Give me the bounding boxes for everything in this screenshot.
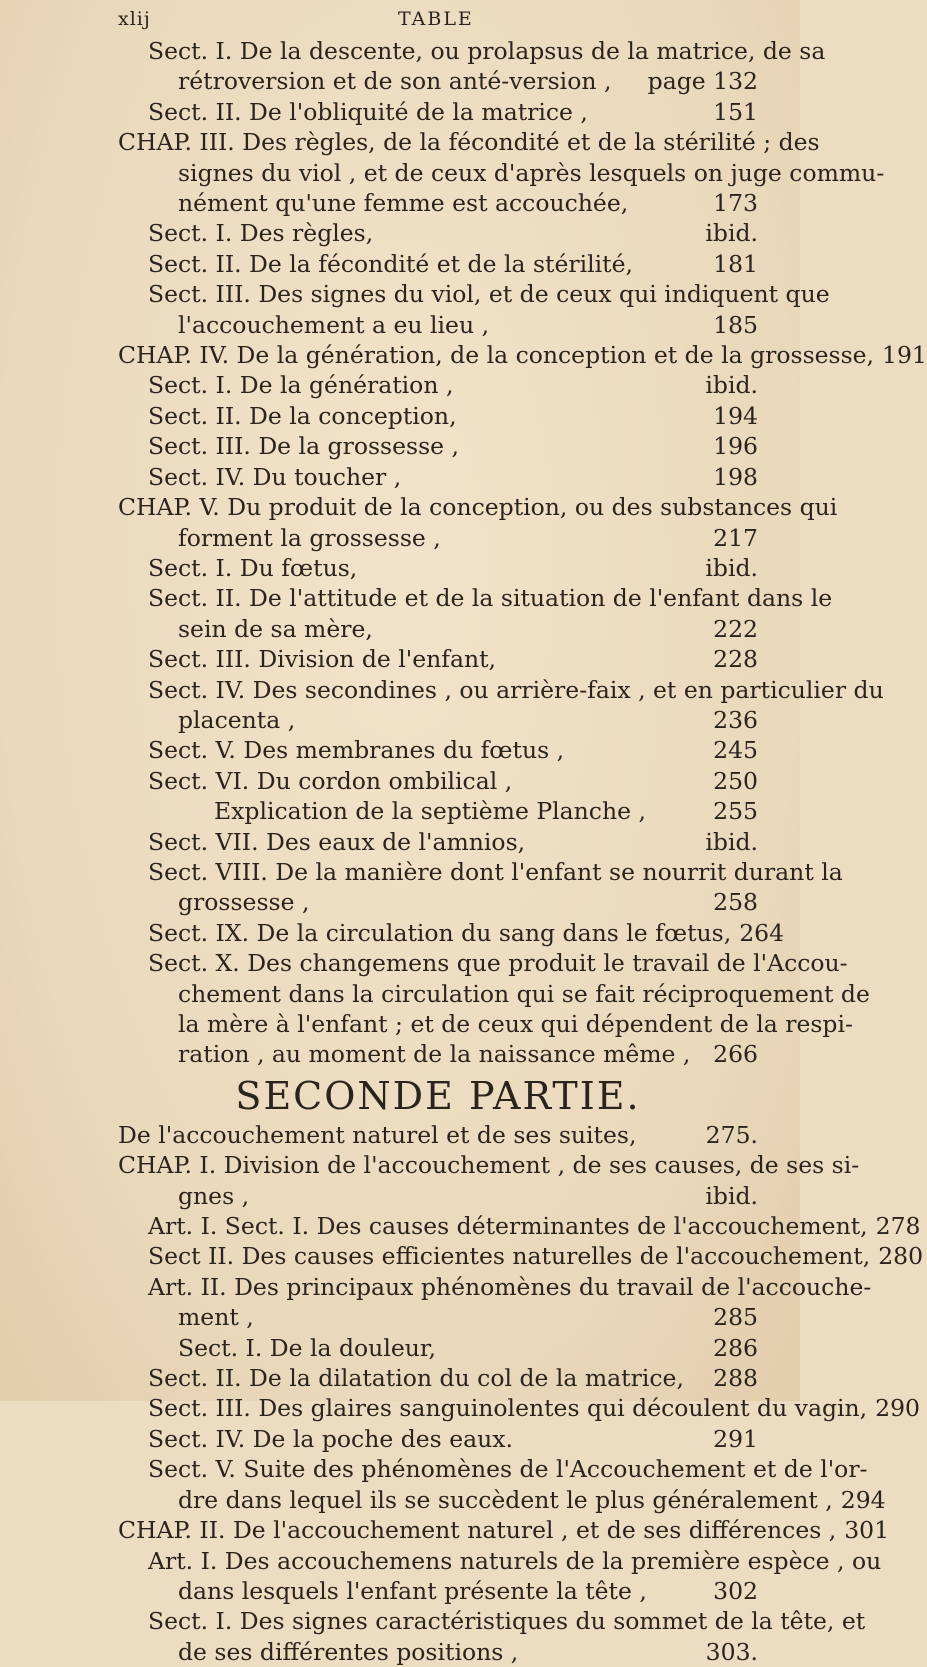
toc-entry-text: CHAP. II. De l'accouchement naturel , et de ses différences , [118,1516,837,1545]
toc-entry-page: ibid. [705,827,758,856]
toc-entry-page: ibid. [705,1181,758,1210]
toc-entry [118,796,758,826]
toc-entry-page: 194 [713,401,758,430]
toc-entry-page: 250 [713,766,758,795]
toc-entry-text: Sect. V. Des membranes du fœtus , [148,736,565,765]
toc-entry [118,1302,758,1332]
toc-entry-text: CHAP. IV. De la génération, de la conception et de la grossesse, [118,341,875,370]
toc-entry [118,979,870,1009]
toc-entry [118,644,758,674]
toc-entry [118,127,820,157]
toc-entry [118,310,758,340]
toc-entry-page: 228 [713,645,758,674]
toc-entry-text: Explication de la septième Planche , [214,797,646,826]
toc-entry-page: 288 [713,1364,758,1393]
toc-entry-text: Sect. III. Division de l'enfant, [148,645,497,674]
toc-entry-text: Art. II. Des principaux phénomènes du travail de l'accouche- [148,1272,872,1301]
toc-entry-text: CHAP. V. Du produit de la conception, ou des substances qui [118,493,838,522]
toc-entry-text: la mère à l'enfant ; et de ceux qui dépendent de la respi- [178,1010,853,1038]
toc-entry [118,370,758,400]
toc-entry [118,1424,758,1454]
toc-entry-text: grossesse , [178,888,310,917]
toc-entry [118,462,758,492]
toc-entry-text: Sect. I. De la douleur, [178,1333,436,1362]
toc-entry-text: Sect. III. Des glaires sanguinolentes qui découlent du vagin, [148,1394,868,1423]
toc-entry-page: 245 [713,736,758,765]
toc-entry-page: 275. [705,1120,758,1149]
toc-second-part [118,1120,924,1667]
toc-entry [118,431,758,461]
toc-entry [118,1393,920,1423]
toc-entry [118,1039,758,1069]
toc-entry-page: 191 [882,341,927,370]
toc-entry-page: page 132 [647,67,758,96]
toc-entry-page: ibid. [705,553,758,582]
toc-entry-text: Sect. I. Du fœtus, [148,553,358,582]
toc-entry [118,918,785,948]
toc-entry-text: De l'accouchement naturel et de ses suites, [118,1120,637,1149]
part-heading: SECONDE PARTIE. [235,1073,641,1118]
toc-entry-page: 302 [713,1576,758,1605]
toc-entry [118,705,758,735]
toc-entry-text: Sect. VI. Du cordon ombilical , [148,766,513,795]
toc-entry [118,735,758,765]
toc-entry-text: Sect. IV. De la poche des eaux. [148,1424,513,1453]
toc-entry-text: Art. I. Des accouchemens naturels de la première espèce , ou [148,1546,882,1575]
toc-entry-page: 264 [739,918,785,947]
toc-entry [118,857,843,887]
toc-entry-text: l'accouchement a eu lieu , [178,310,490,339]
toc-entry-text: Sect. VII. Des eaux de l'amnios, [148,827,526,856]
toc-entry-text: Sect. IV. Du toucher , [148,462,402,491]
toc-entry-page: 291 [713,1424,758,1453]
toc-entry [118,1272,872,1302]
toc-entry-text: de ses différentes positions , [178,1637,519,1666]
toc-entry-page: 198 [713,462,758,491]
toc-entry-page: 222 [713,614,758,643]
toc-entry-text: Art. I. Sect. I. Des causes déterminantes de l'accouchement, [148,1212,868,1241]
toc-entry-text: ration , au moment de la naissance même , [178,1040,691,1069]
toc-entry-page: 278 [875,1212,921,1241]
toc-entry [118,492,838,522]
toc-entry-page: ibid. [705,219,758,248]
toc-entry-page: 294 [840,1485,886,1514]
toc-entry [118,218,758,248]
toc-entry-text: Sect. II. De l'attitude et de la situation de l'enfant dans le [148,584,833,613]
toc-entry-text: Sect. V. Suite des phénomènes de l'Accouchement et de l'or- [148,1455,868,1484]
toc-entry-text: Sect. I. Des règles, [148,219,374,248]
toc-entry [118,583,833,613]
toc-entry-text: gnes , [178,1181,250,1210]
toc-first-part [118,36,927,1070]
toc-entry-text: Sect II. Des causes efficientes naturelles de l'accouchement, [148,1242,871,1271]
toc-entry [118,1211,921,1241]
toc-entry-page: 196 [713,432,758,461]
toc-entry [118,1637,758,1667]
toc-entry [118,158,885,188]
toc-entry-page: 236 [713,705,758,734]
toc-entry [118,1606,866,1636]
toc-entry-text: Sect. IX. De la circulation du sang dans le fœtus, [148,918,732,947]
page-header [118,8,740,34]
toc-entry-page: 181 [713,249,758,278]
toc-entry-text: nément qu'une femme est accouchée, [178,189,629,218]
toc-entry [118,36,826,66]
toc-entry [118,1333,758,1363]
toc-entry-text: placenta , [178,705,296,734]
toc-entry-text: Sect. II. De la conception, [148,401,457,430]
toc-entry-text: Sect. II. De la fécondité et de la stérilité, [148,249,633,278]
toc-entry-page: 217 [713,523,758,552]
toc-entry [118,97,758,127]
toc-entry-text: dre dans lequel ils se succèdent le plus généralement , [178,1485,833,1514]
running-title: TABLE [398,8,474,30]
toc-entry [118,1150,860,1180]
toc-entry [118,1009,853,1039]
toc-entry-text: CHAP. I. Division de l'accouchement , de ses causes, de ses si- [118,1151,860,1180]
toc-entry-text: Sect. II. De la dilatation du col de la matrice, [148,1364,684,1393]
toc-entry [118,1485,886,1515]
toc-entry-text: Sect. III. Des signes du viol, et de ceux qui indiquent que [148,280,830,309]
toc-entry-text: CHAP. III. Des règles, de la fécondité et de la stérilité ; des [118,128,820,157]
toc-entry [118,675,884,705]
toc-entry-page: ibid. [705,371,758,400]
toc-entry [118,279,830,309]
toc-entry [118,1546,882,1576]
toc-entry-text: Sect. I. Des signes caractéristiques du sommet de la tête, et [148,1607,866,1636]
toc-entry-page: 285 [713,1303,758,1332]
toc-entry-page: 255 [713,797,758,826]
toc-entry [118,887,758,917]
toc-entry-text: ment , [178,1303,254,1332]
toc-entry [118,66,758,96]
toc-entry [118,1454,868,1484]
toc-entry [118,614,758,644]
toc-entry [118,948,848,978]
toc-entry [118,1181,758,1211]
toc-entry-text: chement dans la circulation qui se fait réciproquement de [178,979,870,1008]
toc-entry-text: Sect. III. De la grossesse , [148,432,459,461]
folio-number: xlij [118,8,151,30]
toc-entry-page: 258 [713,888,758,917]
toc-entry [118,188,758,218]
toc-entry [118,1363,758,1393]
toc-entry-page: 301 [844,1516,890,1545]
toc-entry [118,340,927,370]
toc-entry [118,766,758,796]
toc-entry [118,1241,924,1271]
table-of-contents [118,36,927,1667]
toc-entry [118,1120,758,1150]
toc-entry [118,827,758,857]
toc-entry-text: dans lesquels l'enfant présente la tête , [178,1576,647,1605]
toc-entry-text: Sect. II. De l'obliquité de la matrice , [148,97,588,126]
toc-entry-page: 303. [705,1637,758,1666]
toc-entry [118,249,758,279]
toc-entry-text: rétroversion et de son anté-version , [178,67,612,96]
toc-entry-page: 151 [713,97,758,126]
toc-entry-page: 266 [713,1040,758,1069]
toc-entry [118,401,758,431]
toc-entry [118,523,758,553]
toc-entry-text: Sect. IV. Des secondines , ou arrière-faix , et en particulier du [148,675,884,704]
toc-entry [118,553,758,583]
toc-entry-text: forment la grossesse , [178,523,441,552]
toc-entry [118,1515,890,1545]
toc-entry-text: Sect. I. De la descente, ou prolapsus de la matrice, de sa [148,37,826,65]
toc-entry-text: signes du viol , et de ceux d'après lesquels on juge commu- [178,158,885,187]
toc-entry-page: 185 [713,310,758,339]
toc-entry-text: Sect. VIII. De la manière dont l'enfant se nourrit durant la [148,857,843,886]
toc-entry-text: Sect. I. De la génération , [148,371,454,400]
toc-entry-text: Sect. X. Des changemens que produit le travail de l'Accou- [148,949,848,978]
toc-entry-page: 290 [875,1394,920,1423]
toc-entry [118,1576,758,1606]
toc-entry-page: 286 [713,1333,758,1362]
toc-entry-text: sein de sa mère, [178,614,373,643]
toc-entry-page: 173 [713,189,758,218]
toc-entry-page: 280 [878,1242,924,1271]
